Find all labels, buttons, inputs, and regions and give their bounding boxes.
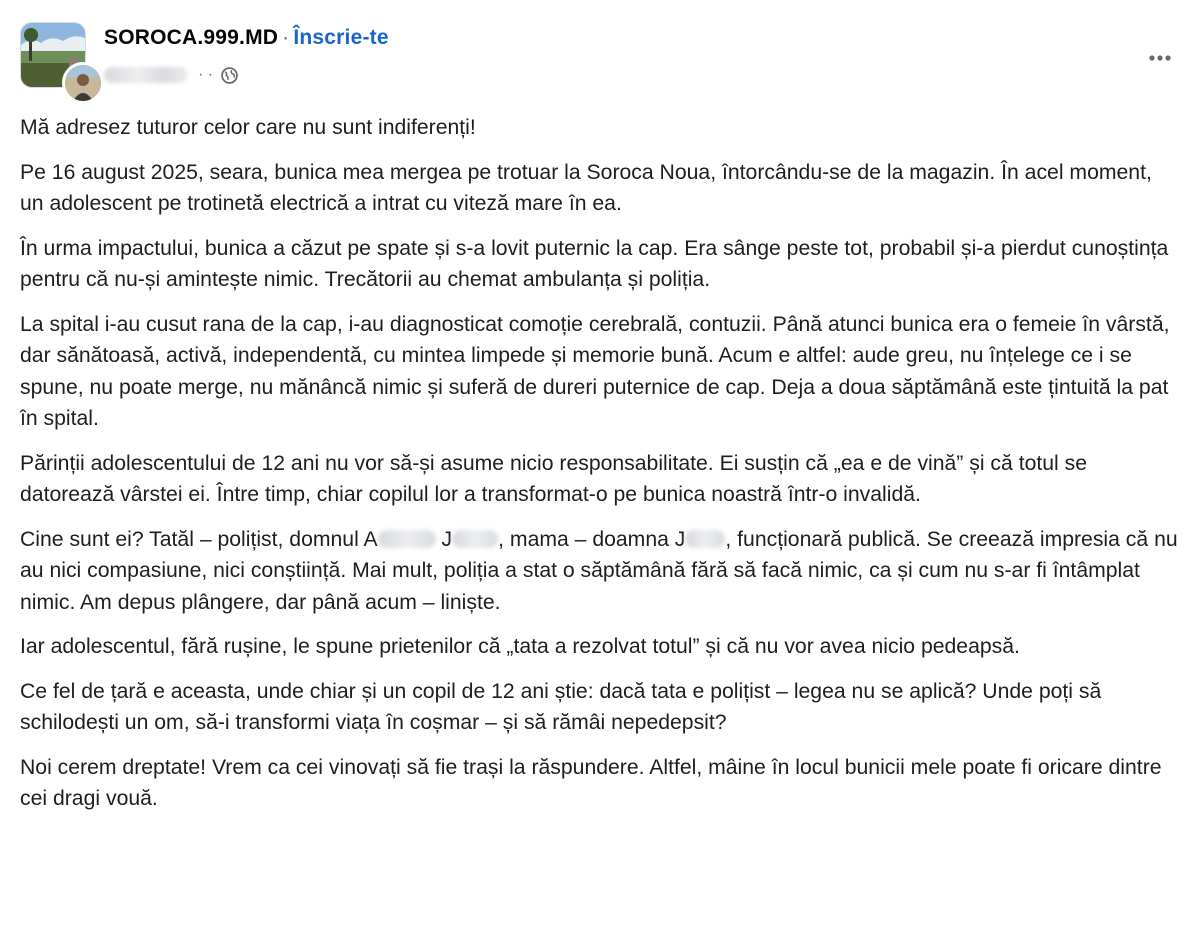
redacted-name-3 [685, 530, 725, 548]
post-paragraph-8: Ce fel de țară e aceasta, unde chiar și un copil de 12 ani știe: dacă tata e polițist – legea nu se aplică? Unde poți să schilodești un om, să-i transformi viața în coșmar – și să rămâi nepedepsit? [20, 679, 1102, 734]
post-paragraph-1: Mă adresez tuturor celor care nu sunt indiferenți! [20, 116, 476, 139]
more-options-icon [1148, 54, 1172, 62]
paragraph-6-part-b: J [435, 527, 453, 551]
separator-dot: · [282, 26, 290, 49]
post-paragraph-5: Părinții adolescentului de 12 ani nu vor să-și asume nicio responsabilitate. Ei susțin că „ea e de vină” și că totul se datorează vârstei ei. Între timp, chiar copilul lor a transformat-o pe bunica noastră într-o invalidă. [20, 451, 1088, 506]
post-paragraph-9: Noi cerem dreptate! Vrem ca cei vinovați să fie trași la răspundere. Altfel, mâine în locul bunicii mele poate fi oricare dintre cei dragi vouă. [20, 755, 1162, 810]
group-name-line [104, 26, 389, 50]
paragraph-6-part-c: , mama – doamna J [498, 527, 686, 551]
redacted-name-2 [452, 530, 498, 548]
join-group-button[interactable]: Înscrie-te [293, 26, 389, 49]
post-paragraph-6 [20, 524, 1180, 619]
post-header [20, 22, 1180, 92]
user-avatar-photo-icon [65, 65, 101, 101]
post-meta [104, 64, 238, 86]
globe-icon[interactable] [221, 67, 238, 84]
blurred-author-name[interactable] [104, 67, 188, 83]
post-paragraph-3: În urma impactului, bunica a căzut pe spate și s-a lovit puternic la cap. Era sânge peste tot, probabil și-a pierdut cunoștința pentru că nu-și amintește nimic. Trecătorii au chemat ambulanța și poliția. [20, 236, 1169, 291]
user-avatar[interactable] [62, 62, 104, 104]
redacted-name-1 [378, 530, 436, 548]
group-name-link[interactable]: SOROCA.999.MD [104, 26, 279, 49]
post-paragraph-7: Iar adolescentul, fără rușine, le spune prietenilor că „tata a rezolvat totul” și că nu vor avea nicio pedeapsă. [20, 635, 1020, 658]
post-paragraph-4: La spital i-au cusut rana de la cap, i-au diagnosticat comoție cerebrală, contuzii. Până atunci bunica era o femeie în vârstă, dar sănătoasă, activă, independentă, cu mintea limpede și memorie bună. Acum e altfel: aude greu, nu înțelege ce i se spune, nu poate merge, nu mănâncă nimic și suferă de dureri puternice de cap. Deja a doua săptămână este țintuită la pat în spital. [20, 312, 1170, 430]
post-paragraph-2: Pe 16 august 2025, seara, bunica mea mergea pe trotuar la Soroca Noua, întorcându-se de la magazin. În acel moment, un adolescent pe trotinetă electrică a intrat cu viteză mare în ea. [20, 160, 1152, 215]
meta-dots: · · [198, 66, 214, 83]
paragraph-6-part-a: Cine sunt ei? Tatăl – polițist, domnul A [20, 527, 378, 551]
paragraph-6-part-d: , funcționară publică. Se creează impresia că nu au nici compasiune, nici conștiință. Mai mult, poliția a stat o săptămână fără să facă nimic, ca și cum nu s-ar fi întâmplat nimic. Am depus plângere, dar până acum – liniște. [20, 527, 1178, 614]
more-options-button[interactable] [1140, 38, 1180, 78]
post-body [20, 112, 1180, 828]
